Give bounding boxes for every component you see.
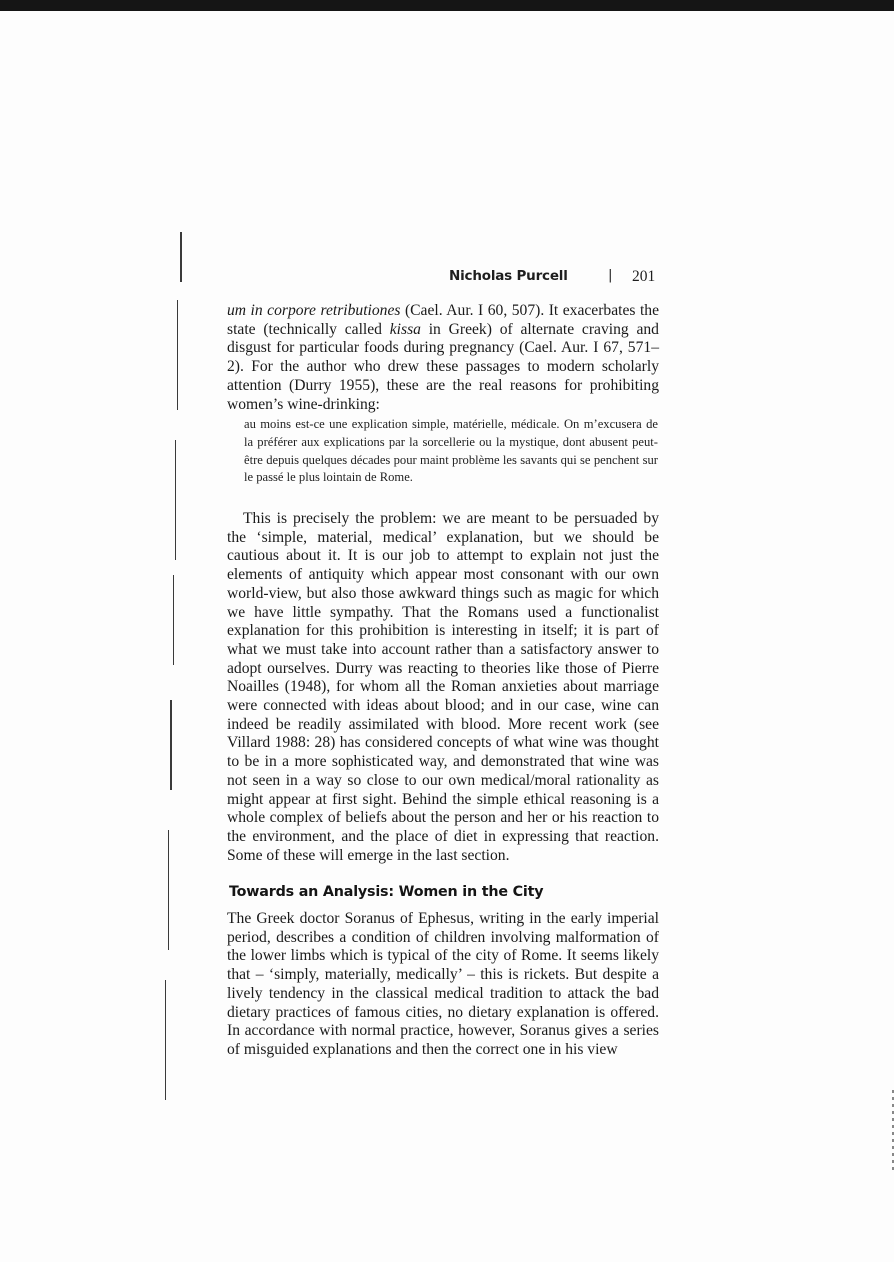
paragraph-1: [227, 302, 659, 414]
header-separator: |: [608, 267, 613, 283]
paragraph-1-lead: um in corpore retributiones: [227, 302, 401, 319]
section-heading: Towards an Analysis: Women in the City: [229, 884, 544, 900]
page-number: 201: [632, 268, 656, 285]
binding-mark: [177, 300, 178, 410]
header-author: Nicholas Purcell: [449, 268, 568, 284]
paragraph-2-text: This is precisely the problem: we are meant to be persuaded by the ‘simple, material, medical’ explanation, but we should be cautious about it. It is our job to attempt to explain not just the elements of antiquity which appear most consonant with our own world-view, but also those awkward things such as magic for which we have little sympathy. That the Romans used a functionalist explanation for this prohibition is interesting in itself; it is part of what we must take into account rather than a satisfactory answer to adopt ourselves. Durry was reacting to theories like those of Pierre Noailles (1948), for whom all the Roman anxieties about marriage were connected with ideas about blood; and in our case, wine can indeed be readily assimilated with blood. More recent work (see Villard 1988: 28) has considered concepts of what wine was thought to be in a more sophisticated way, and demonstrated that wine was not seen in a way so close to our own medical/moral rationality as might appear at first sight. Behind the simple ethical reasoning is a whole complex of beliefs about the person and her or his reaction to the environment, and the place of diet in expressing that reaction. Some of these will emerge in the last section.: [227, 510, 659, 864]
binding-mark: [168, 830, 169, 950]
paragraph-1-text-a: (Cael. Aur. I 60, 507). It exacerbates the state (technically called: [227, 302, 659, 338]
binding-mark: [180, 232, 182, 282]
running-header: [449, 268, 659, 288]
block-quote: au moins est-ce une explication simple, matérielle, médicale. On m’excusera de la préférer aux explications par la sorcellerie ou la mystique, dont abusent peut-être depuis quelques décades pour maint problème les savants qui se penchent sur le passé le plus lointain de Rome.: [244, 417, 658, 485]
paragraph-1-term: kissa: [389, 320, 421, 338]
binding-mark: [175, 440, 176, 560]
binding-mark: [173, 575, 174, 665]
scan-top-edge: [0, 0, 894, 11]
paragraph-3-text: The Greek doctor Soranus of Ephesus, writing in the early imperial period, describes a condition of children involving malformation of the lower limbs which is typical of the city of Rome. It seems likely that – ‘simply, materially, medically’ – this is rickets. But despite a lively tendency in the classical medical tradition to attack the bad dietary practices of famous cities, no dietary explanation is offered. In accordance with normal practice, however, Soranus gives a series of misguided explanations and then the correct one in his view: [227, 910, 659, 1058]
binding-mark: [165, 980, 166, 1100]
paragraph-3: [227, 910, 659, 1060]
paragraph-1-text-b: in Greek) of alternate craving and disgust for particular foods during pregnancy (Cael. Aur. I 67, 571–2). For the author who drew these passages to modern scholarly attention (Durry 1955), these are the real reasons for prohibiting women’s wine-drinking:: [227, 320, 659, 413]
paragraph-2: [227, 510, 659, 865]
binding-mark: [170, 700, 172, 790]
